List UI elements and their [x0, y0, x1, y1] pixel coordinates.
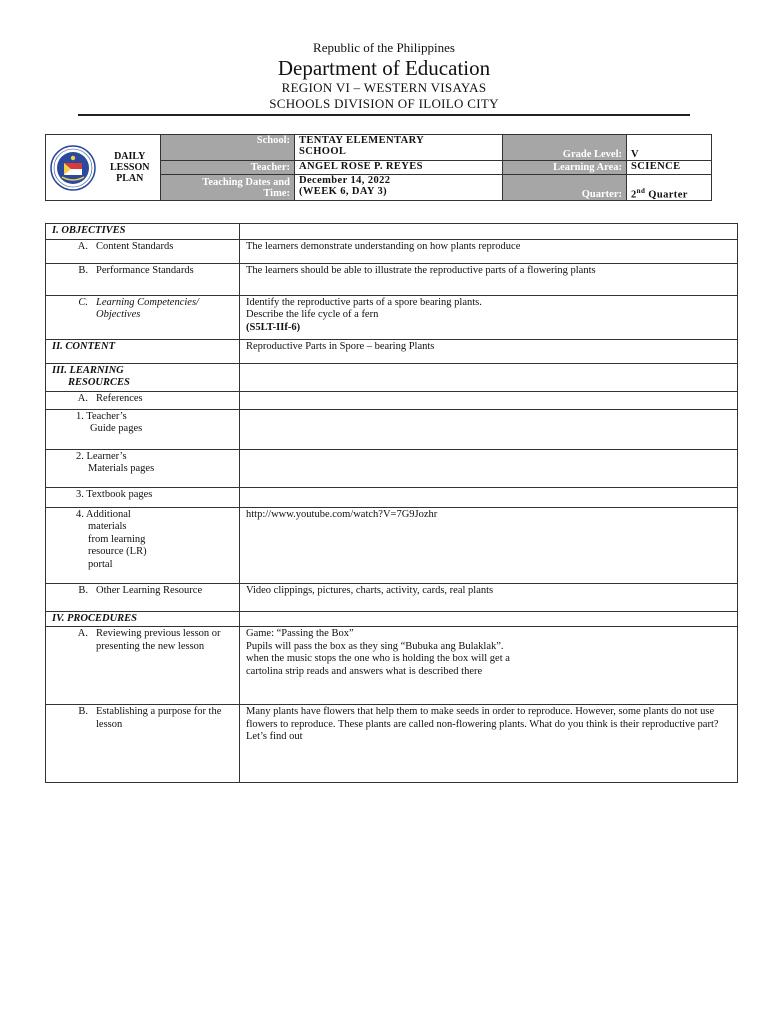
info-table: [45, 134, 712, 201]
lesson-plan-table: [45, 223, 738, 783]
additional-materials-value: http://www.youtube.com/watch?V=7G9Jozhr: [240, 507, 738, 583]
procedures-heading: IV. PROCEDURES: [46, 611, 240, 627]
logo-cell: [46, 135, 161, 201]
learners-materials-empty: [240, 449, 738, 487]
quarter-value: 2nd Quarter: [627, 175, 712, 201]
learning-resources-empty: [240, 363, 738, 391]
reviewing-lesson-value: Game: “Passing the Box” Pupils will pass the box as they sing “Bubuka ang Bulaklak”. when the music stops the one who is holding the box will get a cartolina strip reads and answers what is described there: [240, 627, 738, 705]
procedures-empty: [240, 611, 738, 627]
teacher-label: Teacher:: [161, 161, 295, 175]
establishing-purpose-value: Many plants have flowers that help them to make seeds in order to reproduce. However, some plants do not use flowers to reproduce. These plants are called non-flowering plants. What do you think is their reproductive part? Let’s find out: [240, 705, 738, 783]
grade-level-label: Grade Level:: [503, 135, 627, 161]
other-learning-resource-value: Video clippings, pictures, charts, activity, cards, real plants: [240, 583, 738, 611]
header-department: Department of Education: [277, 56, 491, 80]
reviewing-lesson-label: A. Reviewing previous lesson or presenting the new lesson: [46, 627, 240, 705]
header-region: REGION VI – WESTERN VISAYAS: [281, 80, 487, 95]
learning-resources-heading: III. LEARNING RESOURCES: [46, 363, 240, 391]
content-standards-value: The learners demonstrate understanding on how plants reproduce: [240, 239, 738, 263]
establishing-purpose-label: B. Establishing a purpose for the lesson: [46, 705, 240, 783]
learning-area-value: SCIENCE: [627, 161, 712, 175]
deped-seal-icon: [50, 145, 96, 191]
teaching-dates-label: Teaching Dates and Time:: [161, 175, 295, 201]
teachers-guide-label: 1. Teacher’s Guide pages: [46, 409, 240, 449]
content-value: Reproductive Parts in Spore – bearing Plants: [240, 339, 738, 363]
learners-materials-label: 2. Learner’s Materials pages: [46, 449, 240, 487]
grade-level-value: V: [627, 135, 712, 161]
teaching-dates-value: December 14, 2022 (WEEK 6, DAY 3): [295, 175, 503, 201]
daily-lesson-plan-title: DAILY LESSON PLAN: [110, 151, 150, 184]
objectives-heading: I. OBJECTIVES: [46, 224, 240, 240]
references-label: A. References: [46, 391, 240, 409]
learning-competencies-value: Identify the reproductive parts of a spore bearing plants. Describe the life cycle of a fern (S5LT-IIf-6): [240, 295, 738, 339]
header-division: SCHOOLS DIVISION OF ILOILO CITY: [269, 96, 499, 111]
content-standards-label: A. Content Standards: [46, 239, 240, 263]
learning-competencies-label: C. Learning Competencies/ Objectives: [46, 295, 240, 339]
school-value: TENTAY ELEMENTARY SCHOOL: [295, 135, 503, 161]
references-empty: [240, 391, 738, 409]
teacher-value: ANGEL ROSE P. REYES: [295, 161, 503, 175]
content-heading: II. CONTENT: [46, 339, 240, 363]
header-rule: [78, 114, 690, 116]
textbook-pages-label: 3. Textbook pages: [46, 487, 240, 507]
objectives-empty: [240, 224, 738, 240]
teachers-guide-empty: [240, 409, 738, 449]
header-republic: Republic of the Philippines: [313, 40, 455, 55]
performance-standards-value: The learners should be able to illustrate the reproductive parts of a flowering plants: [240, 263, 738, 295]
quarter-label: Quarter:: [503, 175, 627, 201]
other-learning-resource-label: B. Other Learning Resource: [46, 583, 240, 611]
school-label: School:: [161, 135, 295, 161]
additional-materials-label: 4. Additional materials from learning resource (LR) portal: [46, 507, 240, 583]
textbook-pages-empty: [240, 487, 738, 507]
learning-area-label: Learning Area:: [503, 161, 627, 175]
performance-standards-label: B. Performance Standards: [46, 263, 240, 295]
